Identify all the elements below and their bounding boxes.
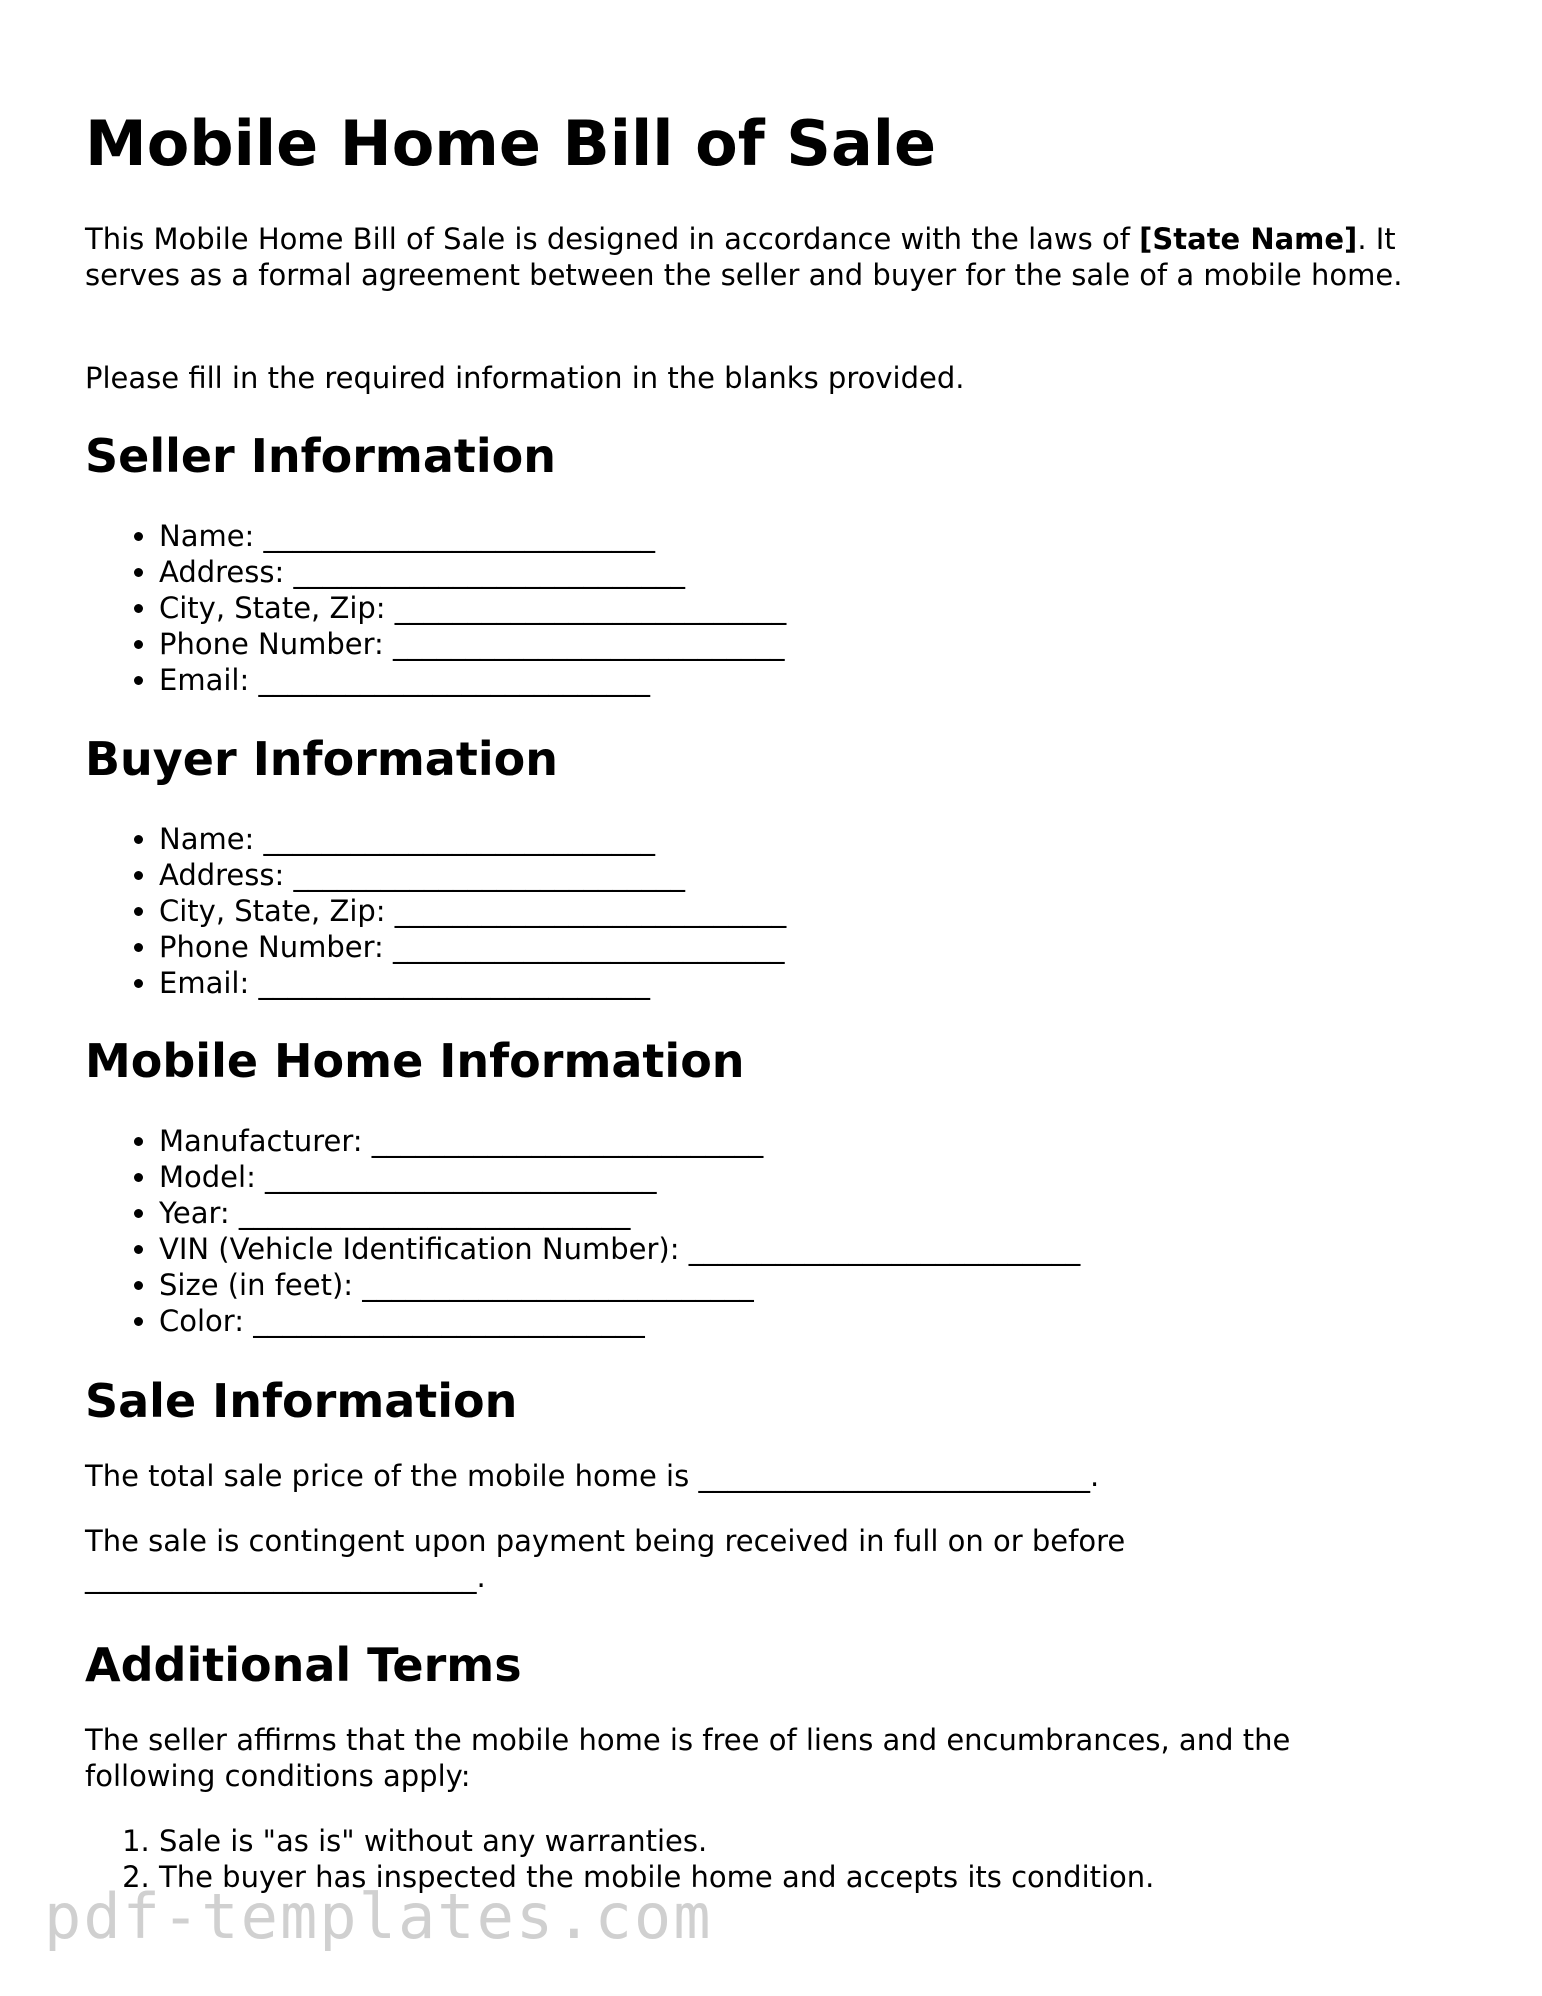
buyer-city-state-zip-field[interactable]: • City, State, Zip: ___________________________ [159, 893, 786, 929]
seller-email-field[interactable]: • Email: ___________________________ [159, 662, 786, 698]
seller-heading: Seller Information [85, 429, 557, 483]
buyer-name-field[interactable]: • Name: ___________________________ [159, 821, 786, 857]
buyer-email-field[interactable]: • Email: ___________________________ [159, 965, 786, 1001]
buyer-fields-list [85, 821, 786, 1001]
model-field[interactable]: • Model: ___________________________ [159, 1159, 1080, 1195]
condition-item: 1. Sale is "as is" without any warranties. [159, 1823, 1154, 1859]
seller-phone-field[interactable]: • Phone Number: ___________________________ [159, 626, 786, 662]
buyer-address-field[interactable]: • Address: ___________________________ [159, 857, 786, 893]
seller-address-field[interactable]: • Address: ___________________________ [159, 554, 786, 590]
watermark: pdf-templates.com [44, 1880, 713, 1953]
manufacturer-field[interactable]: • Manufacturer: ___________________________ [159, 1123, 1080, 1159]
seller-name-field[interactable]: • Name: ___________________________ [159, 518, 786, 554]
condition-item: 2. The buyer has inspected the mobile home and accepts its condition. [159, 1859, 1154, 1895]
sale-contingent-paragraph[interactable]: The sale is contingent upon payment being received in full on or before ___________________________. [85, 1524, 1126, 1594]
state-name-placeholder: [State Name] [1139, 222, 1358, 256]
mobile-home-fields-list [85, 1123, 1080, 1339]
instructions-paragraph: Please fill in the required information in the blanks provided. [85, 361, 965, 395]
color-field[interactable]: • Color: ___________________________ [159, 1303, 1080, 1339]
sale-price-paragraph[interactable]: The total sale price of the mobile home is ___________________________. [85, 1459, 1100, 1493]
seller-city-state-zip-field[interactable]: • City, State, Zip: ___________________________ [159, 590, 786, 626]
seller-fields-list [85, 518, 786, 698]
intro-text-end: . It serves as a formal agreement between the seller and buyer for the sale of a mobile home. [85, 222, 1403, 292]
buyer-phone-field[interactable]: • Phone Number: ___________________________ [159, 929, 786, 965]
vin-field[interactable]: • VIN (Vehicle Identification Number): ___________________________ [159, 1231, 1080, 1267]
buyer-heading: Buyer Information [85, 732, 558, 786]
additional-terms-heading: Additional Terms [85, 1638, 522, 1692]
sale-heading: Sale Information [85, 1374, 518, 1428]
document-title: Mobile Home Bill of Sale [85, 107, 937, 180]
year-field[interactable]: • Year: ___________________________ [159, 1195, 1080, 1231]
additional-terms-intro: The seller affirms that the mobile home is free of liens and encumbrances, and the following conditions apply: [85, 1723, 1291, 1793]
intro-text-start: This Mobile Home Bill of Sale is designed in accordance with the laws of [85, 222, 1140, 256]
mobile-home-heading: Mobile Home Information [85, 1034, 745, 1088]
intro-paragraph [85, 221, 1465, 293]
size-field[interactable]: • Size (in feet): ___________________________ [159, 1267, 1080, 1303]
